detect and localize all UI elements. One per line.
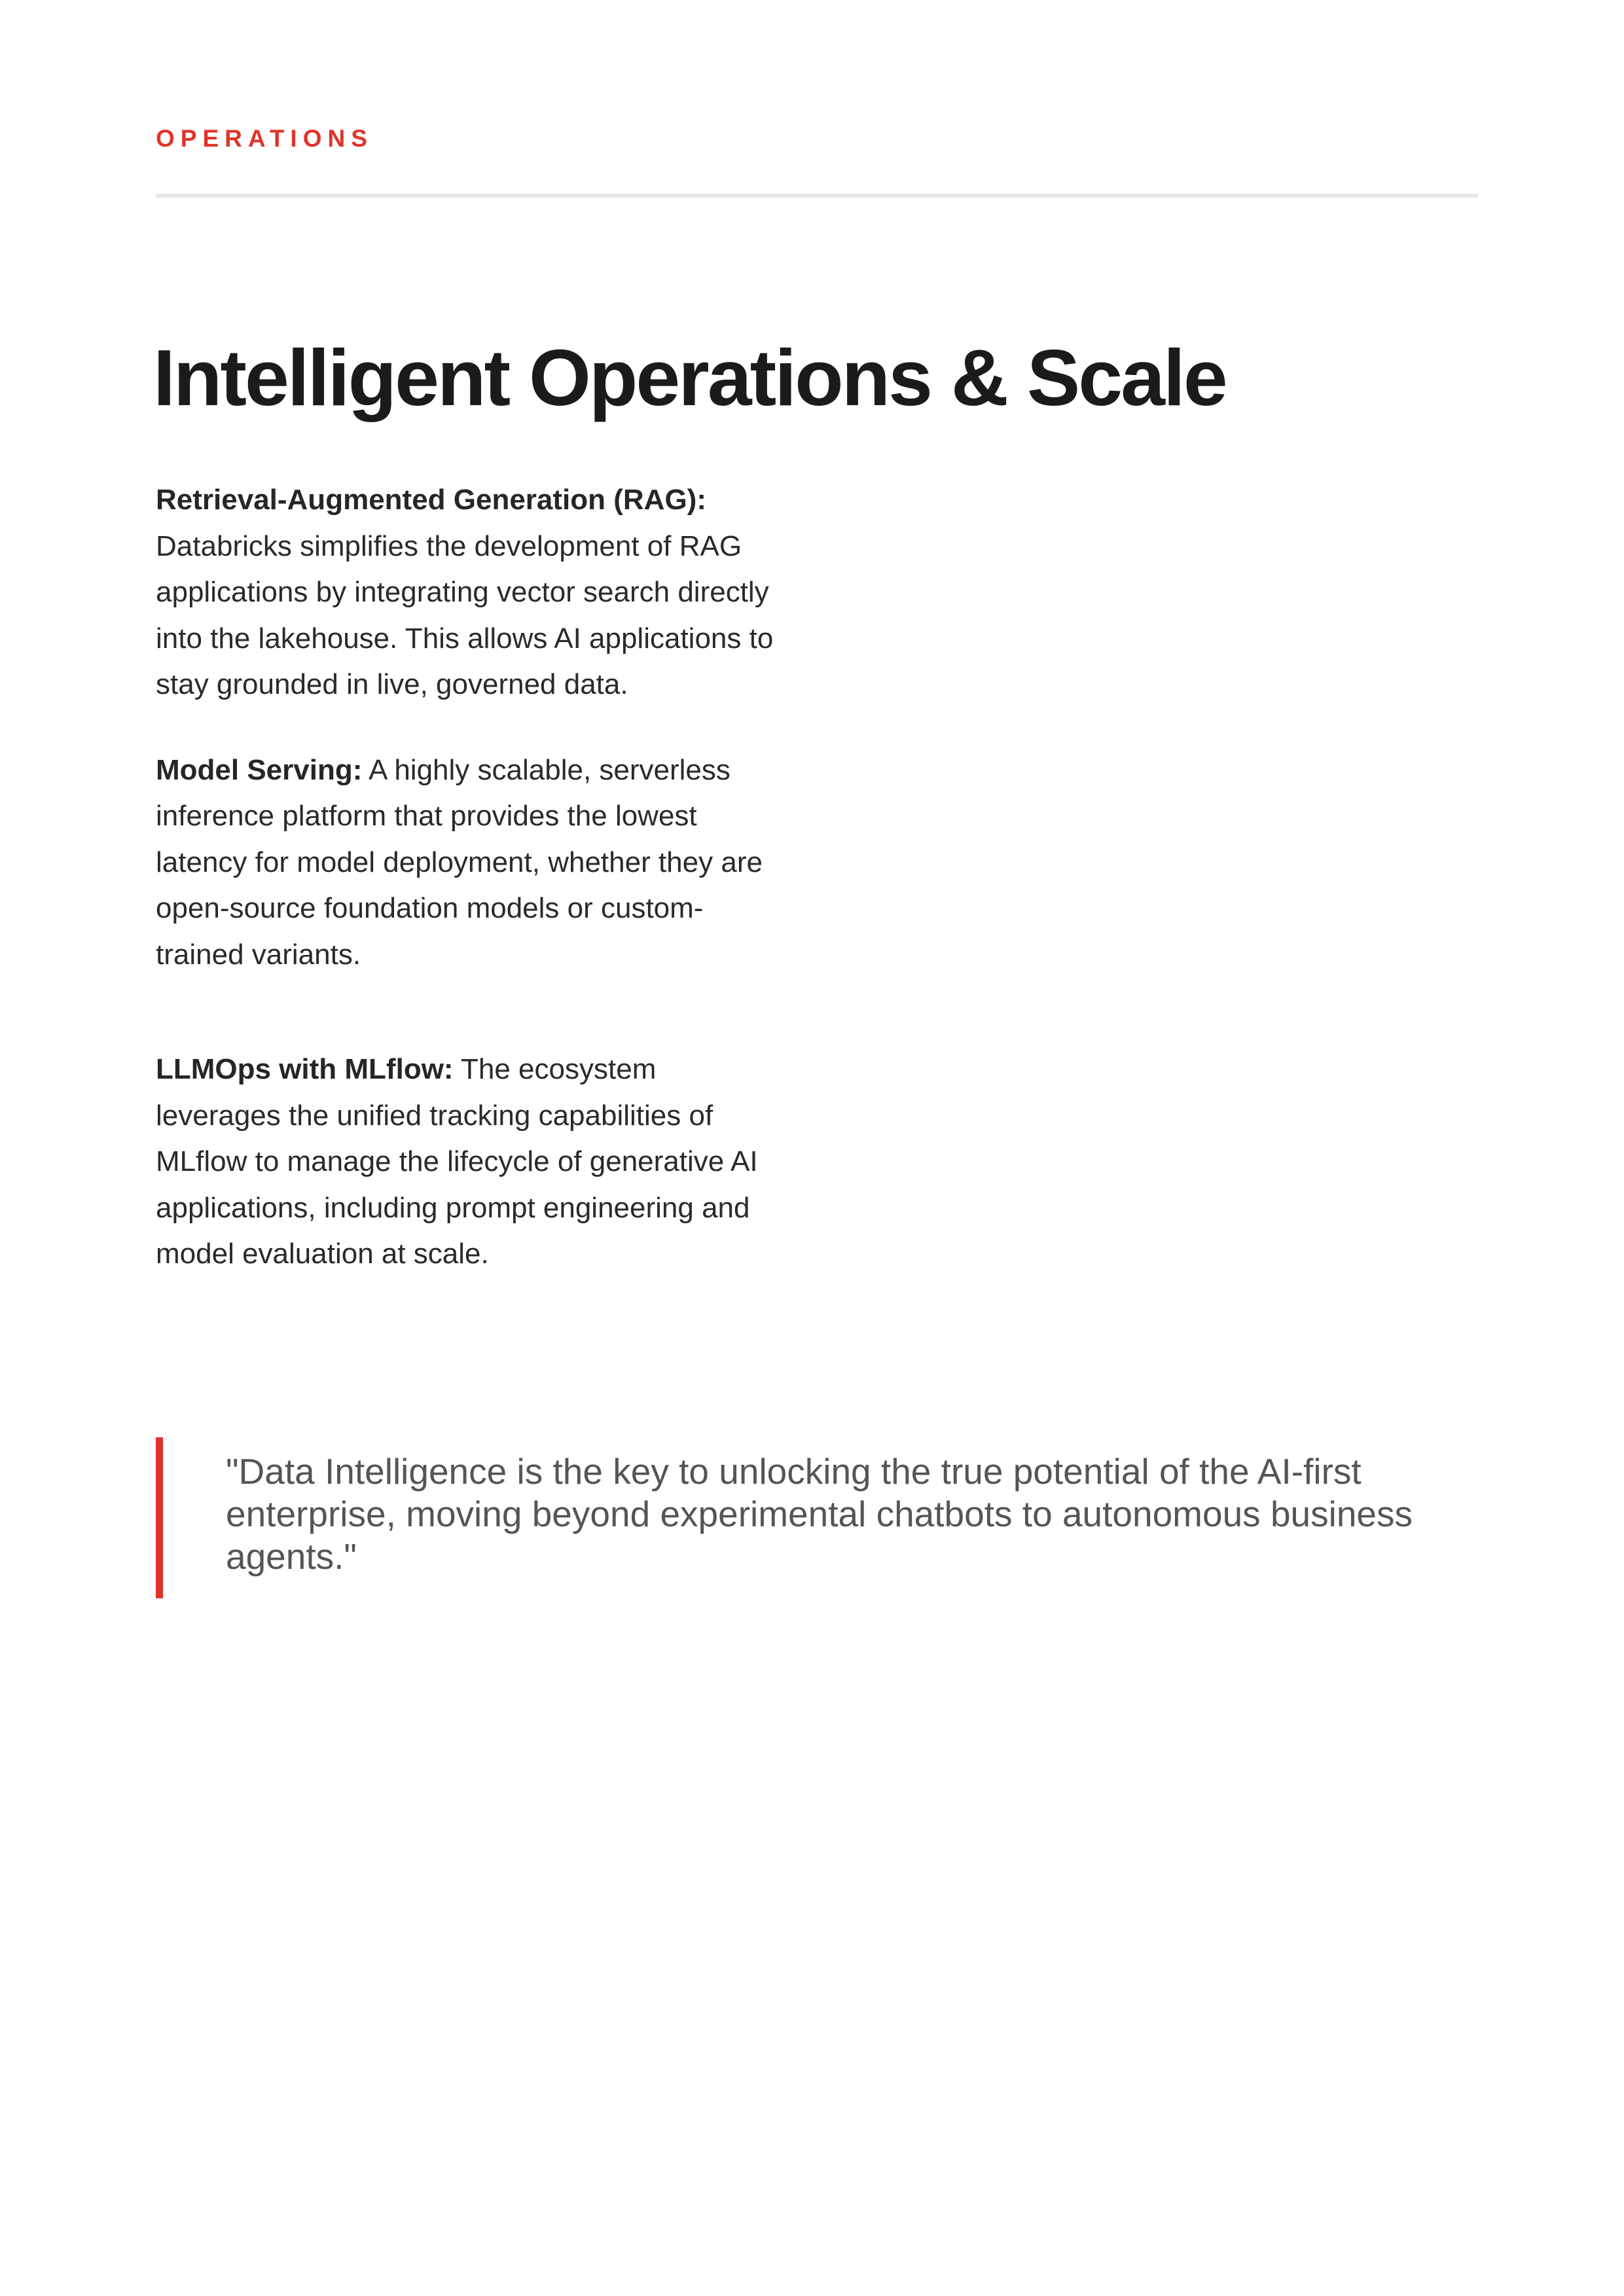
quote-accent-bar (156, 1437, 163, 1598)
section-label: OPERATIONS (156, 125, 373, 152)
page-title: Intelligent Operations & Scale (153, 332, 1226, 422)
feature-list (156, 477, 784, 1278)
pull-quote (156, 1437, 1478, 1598)
feature-term: Retrieval-Augmented Generation (RAG): (156, 484, 706, 516)
header-divider (156, 194, 1478, 198)
feature-description: The ecosystem leverages the unified tracking capabilities of MLflow to manage the lifecycle of generative AI applications, including prompt engineering and model evaluation at scale. (156, 1053, 758, 1270)
feature-llmops (156, 1047, 784, 1278)
feature-rag (156, 477, 784, 708)
feature-model-serving (156, 747, 784, 978)
feature-description: Databricks simplifies the development of RAG applications by integrating vector search directly into the lakehouse. This allows AI applications to stay grounded in live, governed data. (156, 529, 774, 700)
feature-description: A highly scalable, serverless inference platform that provides the lowest latency for model deployment, whether they are open-source foundation models or custom-trained variants. (156, 753, 763, 971)
feature-term: Model Serving: (156, 753, 363, 786)
quote-text: "Data Intelligence is the key to unlocking the true potential of the AI-first enterprise, moving beyond experimental chatbots to autonomous business agents." (226, 1451, 1413, 1577)
feature-term: LLMOps with MLflow: (156, 1053, 454, 1085)
